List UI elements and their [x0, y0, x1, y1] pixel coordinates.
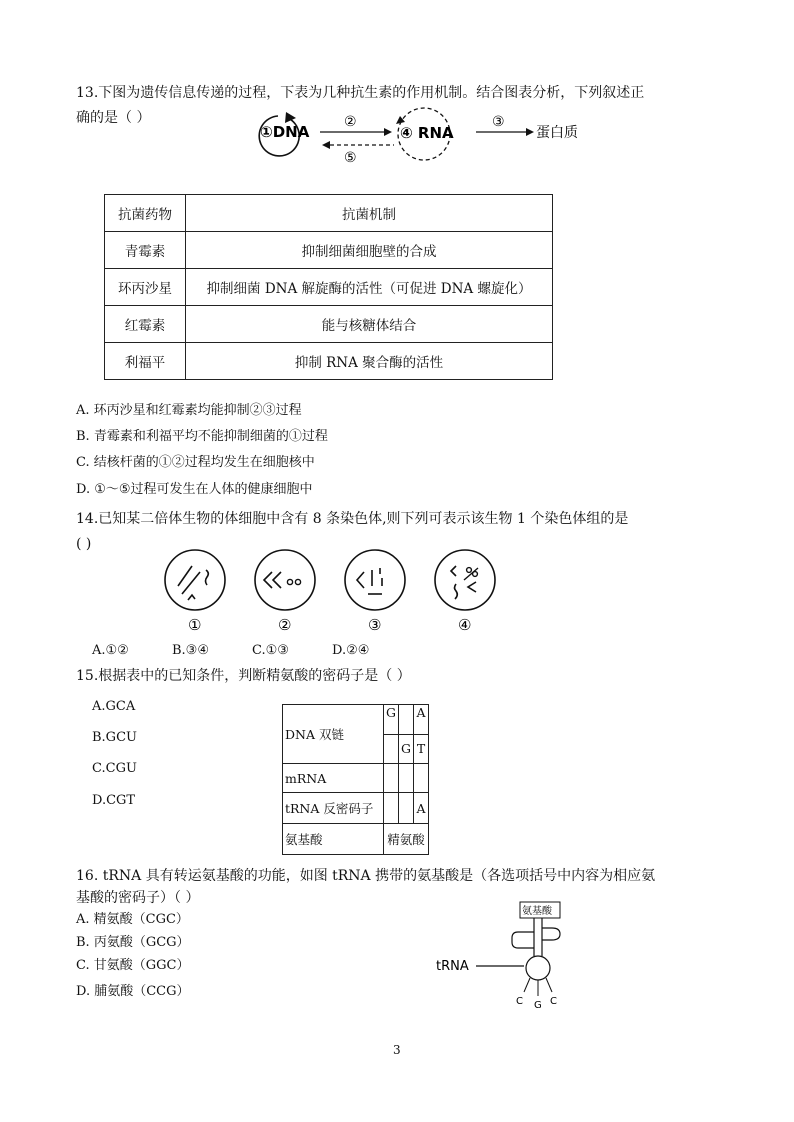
q15-option-b[interactable]: B.GCU [92, 730, 137, 745]
q13-stem-line1: 13.下图为遗传信息传递的过程，下表为几种抗生素的作用机制。结合图表分析，下列叙述正 [76, 85, 645, 101]
dna-top-2 [399, 705, 414, 735]
central-dogma-diagram [250, 104, 630, 172]
cell-label-2: ② [278, 616, 292, 634]
step5-label: ⑤ [344, 150, 357, 166]
q16-option-c[interactable]: C. 甘氨酸（GGC） [76, 958, 190, 973]
trna-cell-3: A [414, 793, 429, 824]
q14-option-b[interactable]: B.③④ [172, 643, 209, 658]
dna-top-1: G [384, 705, 399, 735]
table-row [283, 705, 429, 735]
mrna-label: mRNA [283, 764, 384, 793]
q14-option-c[interactable]: C.①③ [252, 643, 289, 658]
step3-label: ③ [492, 114, 505, 130]
drug-mechanism: 能与核糖体结合 [186, 306, 553, 343]
cell-2 [255, 550, 315, 610]
cell-label-1: ① [188, 616, 202, 634]
antibiotic-table [104, 194, 553, 380]
drug-mechanism: 抑制细菌细胞壁的合成 [186, 232, 553, 269]
table-row [105, 306, 553, 343]
anticodon-loop [526, 956, 550, 980]
mrna-cell-2 [399, 764, 414, 793]
q16-option-b[interactable]: B. 丙氨酸（GCG） [76, 935, 190, 950]
header-drug: 抗菌药物 [105, 195, 186, 232]
table-row [283, 824, 429, 855]
q13-option-c[interactable]: C. 结核杆菌的①②过程均发生在细胞核中 [76, 455, 315, 470]
table-row [105, 232, 553, 269]
q15-option-d[interactable]: D.CGT [92, 793, 136, 808]
q13-option-b[interactable]: B. 青霉素和利福平均不能抑制细菌的①过程 [76, 429, 328, 444]
anticodon-base-1: C [516, 996, 523, 1007]
q15-stem: 15.根据表中的已知条件，判断精氨酸的密码子是（ ） [76, 668, 411, 684]
mrna-cell-3 [414, 764, 429, 793]
trna-figure [430, 898, 590, 1018]
q16-option-d[interactable]: D. 脯氨酸（CCG） [76, 984, 190, 999]
trna-label: tRNA 反密码子 [283, 793, 384, 824]
table-row [283, 793, 429, 824]
header-mechanism: 抗菌机制 [186, 195, 553, 232]
q16-option-a[interactable]: A. 精氨酸（CGC） [76, 912, 189, 927]
dna-label: DNA 双链 [283, 705, 384, 764]
trna-cell-1 [384, 793, 399, 824]
q16-stem-line2: 基酸的密码子）（ ） [76, 890, 200, 906]
anticodon-base-3: C [550, 996, 557, 1007]
q14-option-a[interactable]: A.①② [92, 643, 129, 658]
drug-mechanism: 抑制细菌 DNA 解旋酶的活性（可促进 DNA 螺旋化） [186, 269, 553, 306]
amino-acid-value: 精氨酸 [384, 824, 429, 855]
q14-option-d[interactable]: D.②④ [332, 643, 370, 658]
q14-stem-line1: 14.已知某二倍体生物的体细胞中含有 8 条染色体,则下列可表示该生物 1 个染色体组的是 [76, 511, 629, 527]
page-number: 3 [393, 1043, 401, 1057]
q13-option-d[interactable]: D. ①～⑤过程可发生在人体的健康细胞中 [76, 482, 313, 497]
amino-acid-box-label: 氨基酸 [522, 906, 552, 917]
protein-label: 蛋白质 [536, 125, 578, 141]
q14-stem-line2: ( ) [76, 536, 92, 552]
q15-option-a[interactable]: A.GCA [92, 699, 136, 714]
q13-option-a[interactable]: A. 环丙沙星和红霉素均能抑制②③过程 [76, 403, 302, 418]
cell-label-3: ③ [368, 616, 382, 634]
amino-acid-label: 氨基酸 [283, 824, 384, 855]
table-row [283, 764, 429, 793]
dna-bottom-1 [384, 734, 399, 764]
cell-4 [435, 550, 495, 610]
cell-1 [165, 550, 225, 610]
cell-label-4: ④ [458, 616, 472, 634]
anticodon-base-2: G [534, 1000, 542, 1011]
dna-bottom-3: T [414, 734, 429, 764]
dna-label: ①DNA [260, 123, 310, 141]
table-header-row [105, 195, 553, 232]
t-arm [542, 928, 560, 940]
dna-bottom-2: G [399, 734, 414, 764]
drug-name: 青霉素 [105, 232, 186, 269]
drug-name: 红霉素 [105, 306, 186, 343]
rna-label: ④ RNA [400, 124, 454, 142]
step2-label: ② [344, 114, 357, 130]
trna-label: tRNA [436, 959, 469, 974]
dna-top-3: A [414, 705, 429, 735]
table-row [105, 269, 553, 306]
drug-mechanism: 抑制 RNA 聚合酶的活性 [186, 343, 553, 380]
q13-stem-line2: 确的是（ ） [76, 110, 151, 126]
table-row [105, 343, 553, 380]
q16-stem-line1: 16. tRNA 具有转运氨基酸的功能，如图 tRNA 携带的氨基酸是（各选项括号中内容为相应氨 [76, 868, 656, 884]
mrna-cell-1 [384, 764, 399, 793]
codon-table [282, 704, 429, 855]
drug-name: 环丙沙星 [105, 269, 186, 306]
drug-name: 利福平 [105, 343, 186, 380]
cell-3 [345, 550, 405, 610]
trna-cell-2 [399, 793, 414, 824]
chromosome-cells-figure [160, 544, 510, 636]
d-arm [512, 932, 534, 948]
q15-option-c[interactable]: C.CGU [92, 761, 137, 776]
replication-arrowhead [285, 112, 296, 123]
